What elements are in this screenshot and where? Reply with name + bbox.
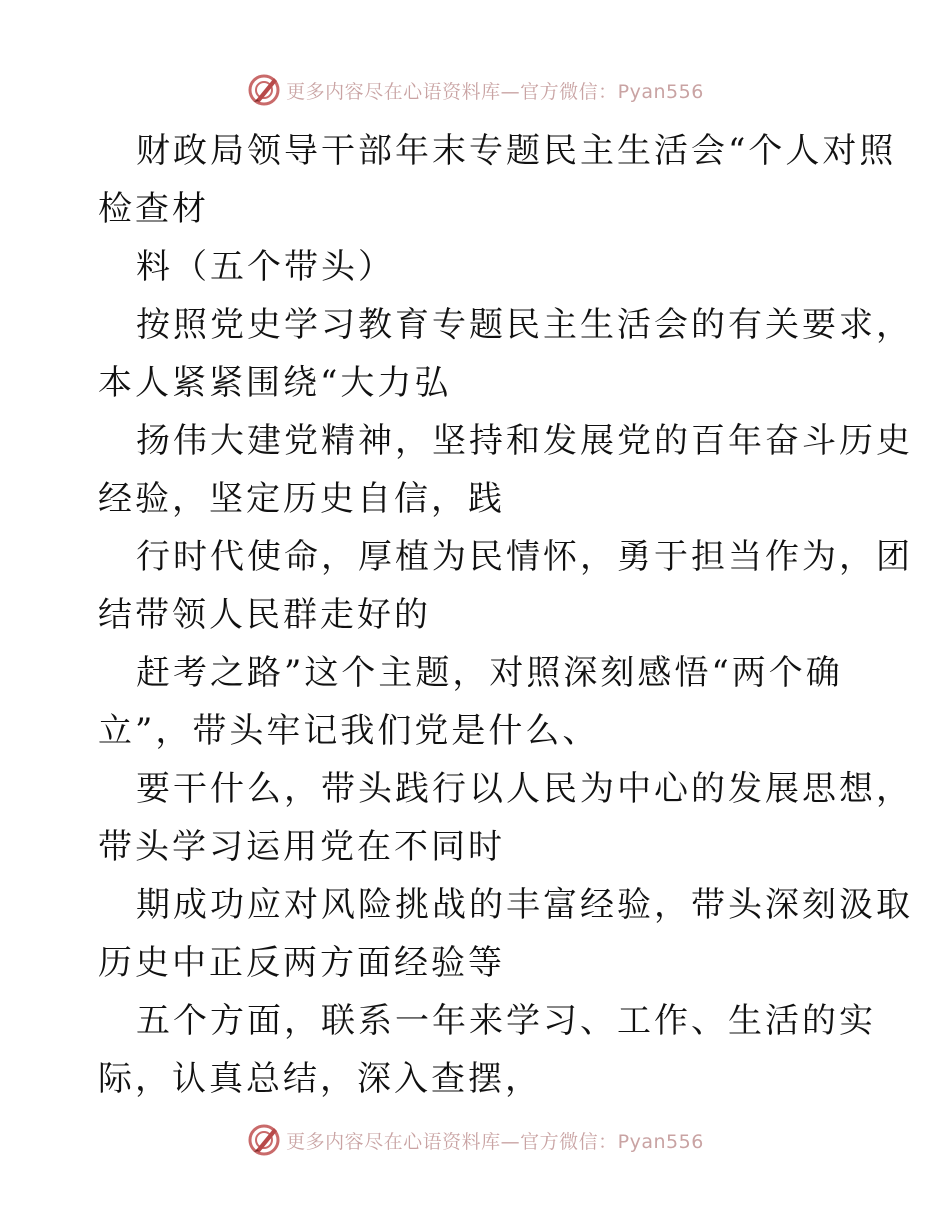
text-line: 扬伟大建党精神，坚持和发展党的百年奋斗历史 [136, 421, 913, 461]
text-line: 检查材 [98, 189, 209, 229]
paragraph [98, 644, 858, 760]
text-line: 际，认真总结，深入查摆， [98, 1059, 542, 1099]
pen-logo-icon [246, 72, 282, 108]
text-line: 结带领人民群走好的 [98, 595, 431, 635]
text-line: 期成功应对风险挑战的丰富经验，带头深刻汲取 [136, 885, 913, 925]
paragraph [98, 992, 876, 1108]
footer-watermark [0, 1120, 950, 1160]
paragraph [98, 122, 897, 238]
text-line: 经验，坚定历史自信，践 [98, 479, 505, 519]
text-line: 料（五个带头） [136, 247, 395, 287]
paragraph [98, 412, 913, 528]
text-line: 立”，带头牢记我们党是什么、 [98, 711, 600, 751]
text-line: 要干什么，带头践行以人民为中心的发展思想， [136, 769, 913, 809]
paragraph [98, 238, 858, 296]
paragraph [98, 528, 913, 644]
paragraph [98, 296, 913, 412]
watermark-text: 更多内容尽在心语资料库—官方微信：Pyan556 [286, 1130, 704, 1153]
text-line: 行时代使命，厚植为民情怀，勇于担当作为，团 [136, 537, 913, 577]
document-body [98, 122, 913, 1108]
paragraph [98, 876, 913, 992]
paragraph [98, 760, 913, 876]
text-line: 带头学习运用党在不同时 [98, 827, 505, 867]
text-line: 历史中正反两方面经验等 [98, 943, 505, 983]
watermark-text: 更多内容尽在心语资料库—官方微信：Pyan556 [286, 80, 704, 103]
text-line: 本人紧紧围绕“大力弘 [98, 363, 452, 403]
text-line: 五个方面，联系一年来学习、工作、生活的实 [136, 1001, 876, 1041]
pen-logo-icon [246, 1122, 282, 1158]
text-line: 按照党史学习教育专题民主生活会的有关要求， [136, 305, 913, 345]
header-watermark [0, 70, 950, 110]
text-line: 财政局领导干部年末专题民主生活会“个人对照 [136, 131, 897, 171]
text-line: 赶考之路”这个主题，对照深刻感悟“两个确 [136, 653, 843, 693]
